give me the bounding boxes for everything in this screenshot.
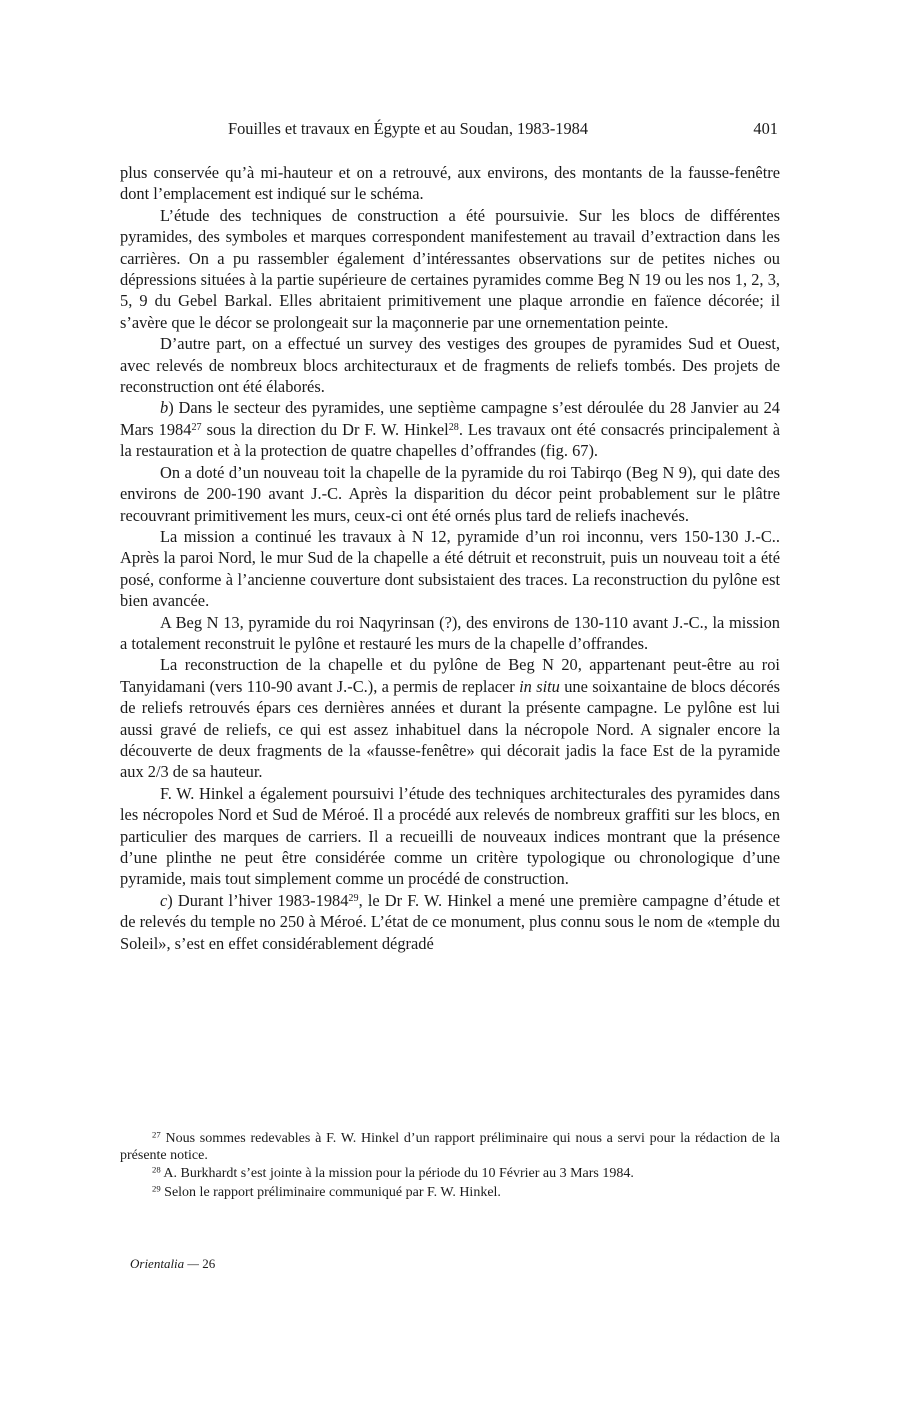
paragraph <box>120 526 780 612</box>
text-run: La reconstruction de la chapelle et du pylône de Beg N 20, appartenant peut-être au roi Tanyidamani (vers 110-90 avant J.-C.), a permis de replacer <box>120 655 780 696</box>
running-title: Fouilles et travaux en Égypte et au Soudan, 1983-1984 <box>228 119 589 138</box>
footnote-ref: 27 <box>152 1129 161 1140</box>
running-head <box>120 119 780 141</box>
paragraph <box>120 783 780 890</box>
text-run: Nous sommes redevables à F. W. Hinkel d’un rapport préliminaire qui nous a servi pour la rédaction de la présente notice. <box>120 1131 780 1163</box>
italic-run: in situ <box>519 676 560 696</box>
footnote <box>120 1185 780 1202</box>
paragraph <box>120 333 780 397</box>
text-run: une soixantaine de blocs décorés de reliefs retrouvés épars ces dernières années et durant la présente campagne. Le pylône est lui aussi gravé de reliefs, ce qui est assez inhabituel dans la nécropole Nord. A signaler encore la découverte de deux fragments de la «fausse-fenêtre» qui décorait jadis la face Est de la pyramide aux 2/3 de sa hauteur. <box>120 676 781 782</box>
text-run: D’autre part, on a effectué un survey des vestiges des groupes de pyramides Sud et Ouest, avec relevés de nombreux blocs architecturaux et de fragments de reliefs tombés. Des projets de reconstruction ont été élaborés. <box>120 334 780 397</box>
signature-number: 26 <box>202 1256 216 1271</box>
paragraph <box>120 162 780 205</box>
signature-mark <box>130 1256 215 1272</box>
footnote-ref: 28 <box>448 421 459 433</box>
page-number: 401 <box>753 119 778 138</box>
italic-run: b <box>160 398 169 418</box>
paragraph <box>120 612 780 655</box>
text-run: On a doté d’un nouveau toit la chapelle de la pyramide du roi Tabirqo (Beg N 9), qui date des environs de 200-190 avant J.-C. Après la disparition du décor peint probablement sur le plâtre recouvrant primitivement les murs, ceux-ci ont été ornés plus tard de reliefs inachevés. <box>120 462 780 525</box>
text-run: La mission a continué les travaux à N 12, pyramide d’un roi inconnu, vers 150-130 J.-C.. Après la paroi Nord, le mur Sud de la chapelle a été détruit et reconstruit, puis un nouveau toit a été posé, conforme à l’ancienne couverture dont subsistaient des traces. La reconstruction du pylône est bien avancée. <box>120 526 780 611</box>
text-run: ) Durant l’hiver 1983-1984 <box>167 890 349 910</box>
signature-separator: — <box>184 1256 203 1271</box>
footnotes <box>120 1131 780 1201</box>
text-run: Selon le rapport préliminaire communiqué par F. W. Hinkel. <box>160 1184 501 1200</box>
text-run: , le Dr F. W. Hinkel a mené une première campagne d’étude et de relevés du temple no 250 à Méroé. L’état de ce monument, plus connu sous le nom de «temple du Soleil», s’est en effet considérablement dégradé <box>120 890 780 953</box>
footnote-ref: 27 <box>191 421 202 433</box>
paragraph <box>120 205 780 333</box>
footnote <box>120 1166 780 1183</box>
text-run: A. Burkhardt s’est jointe à la mission pour la période du 10 Février au 3 Mars 1984. <box>160 1166 634 1181</box>
text-run: L’étude des techniques de construction a été poursuivie. Sur les blocs de différentes pyramides, des symboles et marques correspondent manifestement au travail d’extraction dans les carrières. On a pu rassembler également d’intéressantes observations sur de petites niches ou dépressions situées à la partie supérieure de certaines pyramides comme Beg N 19 ou les nos 1, 2, 3, 5, 9 du Gebel Barkal. Elles abritaient primitivement une plaque arrondie en faïence décorée; il s’avère que le décor se prolongeait sur la maçonnerie par une ornementation peinte. <box>120 205 780 332</box>
text-run: ) Dans le secteur des pyramides, une septième campagne s’est déroulée du 28 Janvier au 24 Mars 1984 <box>120 398 780 439</box>
footnote-ref: 29 <box>348 892 359 904</box>
footnote <box>120 1131 780 1164</box>
paragraph <box>120 397 780 461</box>
text-run: sous la direction du Dr F. W. Hinkel <box>201 419 449 439</box>
text-run: plus conservée qu’à mi-hauteur et on a retrouvé, aux environs, des montants de la fausse-fenêtre dont l’emplacement est indiqué sur le schéma. <box>120 163 780 204</box>
paragraph <box>120 654 780 782</box>
footnote-ref: 29 <box>152 1183 161 1194</box>
text-run: . Les travaux ont été consacrés principalement à la restauration et à la protection de quatre chapelles d’offrandes (fig. 67). <box>120 419 780 461</box>
italic-run: c <box>160 890 168 910</box>
paragraph <box>120 890 780 954</box>
paragraph <box>120 462 780 526</box>
body-text <box>120 162 780 954</box>
signature-journal: Orientalia <box>130 1256 185 1271</box>
text-run: A Beg N 13, pyramide du roi Naqyrinsan (?), des environs de 130-110 avant J.-C., la mission a totalement reconstruit le pylône et restauré les murs de la chapelle d’offrandes. <box>120 612 780 653</box>
text-run: F. W. Hinkel a également poursuivi l’étude des techniques architecturales des pyramides dans les nécropoles Nord et Sud de Méroé. Il a procédé aux relevés de nombreux graffiti sur les blocs, en particulier des marques de carriers. Il a recueilli de nouveaux indices montrant que la présence d’une plinthe ne peut être considérée comme un critère typologique ou chronologique d’une pyramide, mais tout simplement comme un procédé de construction. <box>120 783 780 889</box>
footnote-ref: 28 <box>152 1164 161 1175</box>
